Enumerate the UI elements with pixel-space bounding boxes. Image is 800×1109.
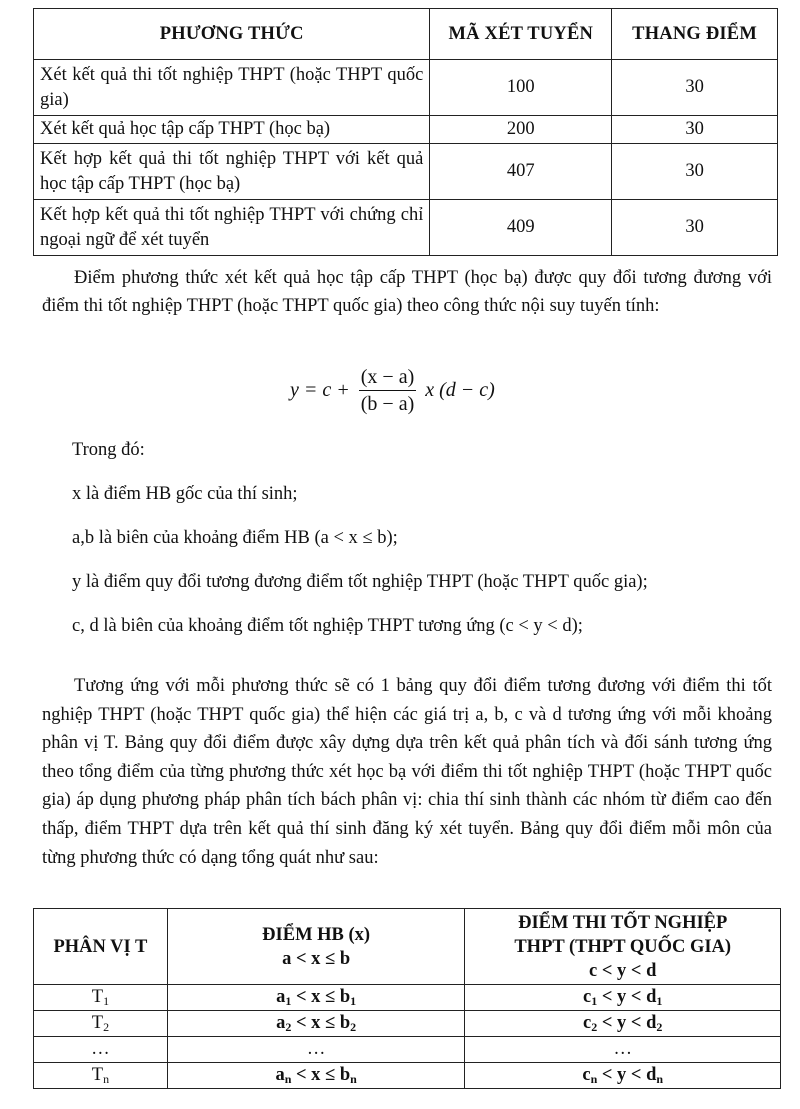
exam-range-cell: $c_n < y < d_n$: [465, 1063, 781, 1089]
intro-paragraph: Điểm phương thức xét kết quả học tập cấp THPT (học bạ) được quy đổi tương đương với điểm thi tốt nghiệp THPT (hoặc THPT quốc gia) theo công thức nội suy tuyến tính:: [42, 268, 772, 316]
scale-cell: 30: [612, 200, 778, 256]
code-cell: 407: [430, 144, 612, 200]
definition-line: y là điểm quy đổi tương đương điểm tốt nghiệp THPT (hoặc THPT quốc gia);: [72, 572, 648, 592]
formula-rhs: x (d − c): [425, 379, 495, 401]
header-method: PHƯƠNG THỨC: [34, 9, 430, 60]
header-scale: THANG ĐIỂM: [612, 9, 778, 60]
percentile-cell: …: [34, 1037, 168, 1063]
table-row: [34, 1011, 781, 1037]
definition-line: a,b là biên của khoảng điểm HB (a < x ≤ b);: [72, 528, 398, 548]
admission-methods-table: [33, 8, 778, 256]
header-hb-line2: a < x ≤ b: [282, 948, 351, 969]
interpolation-formula: [290, 365, 495, 421]
table-row: [34, 1063, 781, 1089]
table-row: [34, 60, 778, 116]
percentile-cell: $T_n$: [34, 1063, 168, 1089]
table-header-row: [34, 9, 778, 60]
header-exam-line2: THPT (THPT QUỐC GIA): [514, 936, 732, 957]
percentile-cell: $T_2$: [34, 1011, 168, 1037]
table-row: [34, 144, 778, 200]
method-cell: Kết hợp kết quả thi tốt nghiệp THPT với chứng chỉ ngoại ngữ để xét tuyển: [34, 200, 430, 256]
hb-range-cell: $a_1 < x \le b_1$: [167, 985, 465, 1011]
header-exam-line1: ĐIỂM THI TỐT NGHIỆP: [518, 912, 728, 933]
header-hb-score: [167, 909, 465, 985]
table-row: [34, 116, 778, 144]
definition-line: x là điểm HB gốc của thí sinh;: [72, 484, 298, 504]
formula-lhs: y = c +: [290, 379, 350, 401]
hb-range-cell: …: [167, 1037, 465, 1063]
table-row: [34, 200, 778, 256]
method-cell: Xét kết quả học tập cấp THPT (học bạ): [34, 116, 430, 144]
where-label: Trong đó:: [72, 440, 145, 460]
score-conversion-table: [33, 908, 781, 1089]
header-code: MÃ XÉT TUYỂN: [430, 9, 612, 60]
exam-range-cell: $c_2 < y < d_2$: [465, 1011, 781, 1037]
exam-range-cell: …: [465, 1037, 781, 1063]
table-header-row: [34, 909, 781, 985]
table-row: [34, 1037, 781, 1063]
formula-fraction: [359, 365, 416, 416]
code-cell: 100: [430, 60, 612, 116]
exam-range-cell: $c_1 < y < d_1$: [465, 985, 781, 1011]
scale-cell: 30: [612, 116, 778, 144]
code-cell: 409: [430, 200, 612, 256]
formula-numerator: (x − a): [359, 365, 416, 391]
percentile-cell: $T_1$: [34, 985, 168, 1011]
header-hb-line1: ĐIỂM HB (x): [262, 924, 371, 945]
header-percentile: PHÂN VỊ T: [34, 909, 168, 985]
header-exam-score: [465, 909, 781, 985]
header-exam-line3: c < y < d: [589, 960, 657, 981]
table-row: [34, 985, 781, 1011]
hb-range-cell: $a_2 < x \le b_2$: [167, 1011, 465, 1037]
scale-cell: 30: [612, 60, 778, 116]
body-paragraph: Tương ứng với mỗi phương thức sẽ có 1 bảng quy đổi điểm tương đương với điểm thi tốt nghiệp THPT (hoặc THPT quốc gia) thể hiện các giá trị a, b, c và d tương ứng với mỗi khoảng phân vị T. Bảng quy đổi điểm được xây dựng dựa trên kết quả phân tích và đối sánh tương ứng theo tổng điểm của từng phương thức xét học bạ với điểm thi tốt nghiệp THPT (hoặc THPT quốc gia) áp dụng phương pháp phân tích bách phân vị: chia thí sinh thành các nhóm từ điểm cao đến thấp, điểm THPT dựa trên kết quả thí sinh đăng ký xét tuyển. Bảng quy đổi điểm mỗi môn của từng phương thức có dạng tổng quát như sau:: [42, 676, 772, 868]
definition-line: c, d là biên của khoảng điểm tốt nghiệp THPT tương ứng (c < y < d);: [72, 616, 583, 636]
formula-denominator: (b − a): [360, 393, 415, 415]
method-cell: Xét kết quả thi tốt nghiệp THPT (hoặc THPT quốc gia): [34, 60, 430, 116]
code-cell: 200: [430, 116, 612, 144]
method-cell: Kết hợp kết quả thi tốt nghiệp THPT với kết quả học tập cấp THPT (học bạ): [34, 144, 430, 200]
scale-cell: 30: [612, 144, 778, 200]
hb-range-cell: $a_n < x \le b_n$: [167, 1063, 465, 1089]
